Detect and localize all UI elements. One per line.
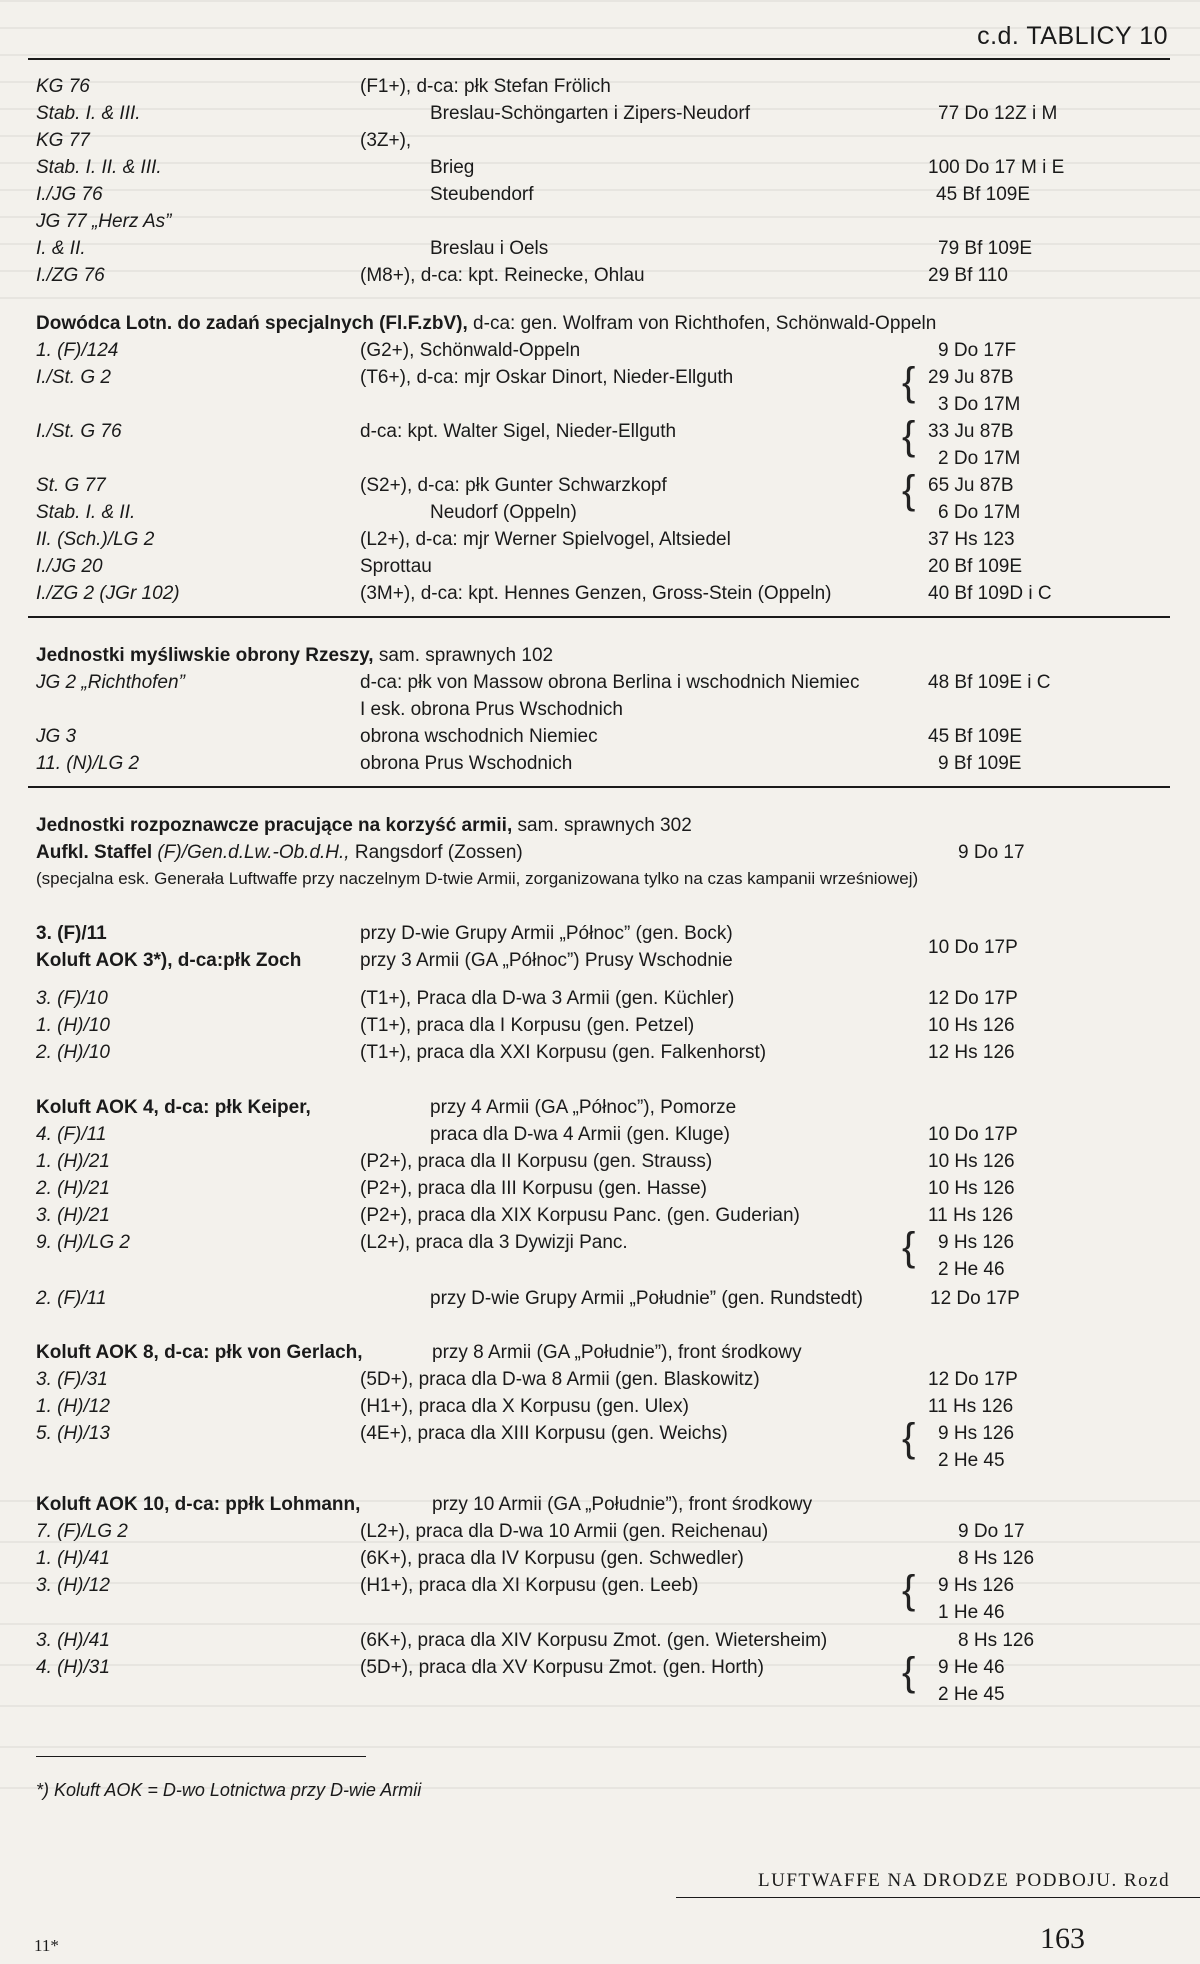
unit-cell: 3. (H)/41 [36,1630,110,1651]
unit-cell: JG 2 „Richthofen” [36,672,185,693]
unit-cell: II. (Sch.)/LG 2 [36,529,155,550]
unit-cell: 2. (H)/21 [36,1178,110,1199]
header-rule [28,58,1170,60]
desc-cell: (P2+), praca dla II Korpusu (gen. Strauss) [360,1151,713,1172]
unit-cell: 3. (H)/12 [36,1575,110,1596]
strength-cell: 8 Hs 126 [958,1630,1035,1651]
aufkl-unit: Aufkl. Staffel [36,842,153,863]
curly-brace: { [902,1650,916,1694]
section-title: Jednostki rozpoznawcze pracujące na korzyść armii, [36,815,513,836]
desc-cell: (S2+), d-ca: płk Gunter Schwarzkopf [360,475,667,496]
strength-cell: 11 Hs 126 [928,1396,1014,1417]
desc-cell: Breslau i Oels [430,238,549,259]
section-subtitle: sam. sprawnych 102 [378,645,554,666]
strength-cell: 2 Do 17M [938,448,1021,469]
unit-cell: 3. (F)/11 [36,923,107,944]
desc-cell: (4E+), praca dla XIII Korpusu (gen. Weichs) [360,1423,728,1444]
curly-brace: { [902,1416,916,1460]
unit-cell: 3. (H)/21 [36,1205,110,1226]
strength-cell: 29 Bf 110 [928,265,1008,286]
desc-cell: Breslau-Schöngarten i Zipers-Neudorf [430,103,750,124]
desc-cell: (6K+), praca dla XIV Korpusu Zmot. (gen. Wietersheim) [360,1630,828,1651]
unit-cell: 1. (F)/124 [36,340,119,361]
desc-cell: (P2+), praca dla III Korpusu (gen. Hasse) [360,1178,707,1199]
unit-cell: 9. (H)/LG 2 [36,1232,130,1253]
unit-cell: 1. (H)/41 [36,1548,110,1569]
desc-cell: (L2+), d-ca: mjr Werner Spielvogel, Altsiedel [360,529,731,550]
strength-cell: 12 Do 17P [928,988,1018,1009]
unit-cell: 2. (F)/11 [36,1288,107,1309]
strength-cell: 45 Bf 109E [936,184,1031,205]
unit-cell: 1. (H)/12 [36,1396,110,1417]
strength-cell: 8 Hs 126 [958,1548,1035,1569]
unit-cell: 4. (H)/31 [36,1657,110,1678]
unit-cell: KG 77 [36,130,90,151]
desc-cell: d-ca: płk von Massow obrona Berlina i wschodnich Niemiec [360,672,860,693]
unit-cell: I./St. G 76 [36,421,122,442]
desc-cell: (T1+), praca dla I Korpusu (gen. Petzel) [360,1015,695,1036]
desc-cell: (3M+), d-ca: kpt. Hennes Genzen, Gross-Stein (Oppeln) [360,583,832,604]
strength-cell: 9 Do 17F [938,340,1017,361]
unit-cell: Stab. I. & II. [36,502,136,523]
strength-cell: 65 Ju 87B [928,475,1014,496]
strength-cell: 79 Bf 109E [938,238,1033,259]
unit-cell: 3. (F)/31 [36,1369,108,1390]
strength-cell: 1 He 46 [938,1602,1005,1623]
unit-cell: St. G 77 [36,475,106,496]
unit-cell: 7. (F)/LG 2 [36,1521,128,1542]
desc-cell: obrona Prus Wschodnich [360,753,573,774]
page-number: 163 [1040,1922,1085,1955]
desc-cell: przy 3 Armii (GA „Północ”) Prusy Wschodnie [360,950,733,971]
unit-cell: 5. (H)/13 [36,1423,110,1444]
unit-cell: 2. (H)/10 [36,1042,110,1063]
desc-cell: (L2+), praca dla D-wa 10 Armii (gen. Reichenau) [360,1521,769,1542]
unit-cell: Koluft AOK 8, d-ca: płk von Gerlach, [36,1342,363,1363]
unit-cell: Stab. I. II. & III. [36,157,162,178]
unit-cell: 11. (N)/LG 2 [36,753,140,774]
desc-cell: I esk. obrona Prus Wschodnich [360,699,623,720]
section-heading [36,815,692,837]
unit-cell: Koluft AOK 10, d-ca: ppłk Lohmann, [36,1494,361,1515]
curly-brace: { [902,1568,916,1612]
running-head-rule [676,1897,1200,1898]
desc-cell: (H1+), praca dla XI Korpusu (gen. Leeb) [360,1575,699,1596]
aufkl-unit-italic: (F)/Gen.d.Lw.-Ob.d.H., [157,842,350,863]
strength-cell: 77 Do 12Z i M [938,103,1058,124]
section-title: Dowódca Lotn. do zadań specjalnych (Fl.F.zbV), [36,313,468,334]
strength-cell: 11 Hs 126 [928,1205,1014,1226]
unit-cell [36,842,523,864]
strength-cell: 9 Do 17 [958,1521,1025,1542]
desc-cell: (5D+), praca dla D-wa 8 Armii (gen. Blaskowitz) [360,1369,760,1390]
strength-cell: 33 Ju 87B [928,421,1014,442]
desc-cell: (6K+), praca dla IV Korpusu (gen. Schwedler) [360,1548,744,1569]
unit-cell: 4. (F)/11 [36,1124,107,1145]
unit-cell: 1. (H)/21 [36,1151,110,1172]
running-head: LUFTWAFFE NA DRODZE PODBOJU. Rozd [758,1870,1171,1891]
footnote-rule [36,1756,366,1757]
section-rule [28,616,1170,618]
unit-cell: 3. (F)/10 [36,988,108,1009]
strength-cell: 10 Do 17P [928,1124,1018,1145]
unit-cell: Stab. I. & III. [36,103,141,124]
note: (specjalna esk. Generała Luftwaffe przy naczelnym D-twie Armii, zorganizowana tylko na czas kampanii wrześniowej) [36,869,919,888]
strength-cell: 2 He 45 [938,1684,1005,1705]
unit-cell: I./ZG 2 (JGr 102) [36,583,180,604]
strength-cell: 29 Ju 87B [928,367,1014,388]
curly-brace: { [902,468,916,512]
unit-cell: JG 77 „Herz As” [36,211,172,232]
strength-cell: 10 Hs 126 [928,1178,1015,1199]
desc-cell: Neudorf (Oppeln) [430,502,577,523]
unit-cell: Koluft AOK 3*), d-ca:płk Zoch [36,950,302,971]
curly-brace: { [902,360,916,404]
section-heading [36,645,553,667]
section-subtitle: sam. sprawnych 302 [517,815,692,836]
strength-cell: 10 Do 17P [928,937,1018,958]
desc-cell: d-ca: kpt. Walter Sigel, Nieder-Ellguth [360,421,677,442]
strength-cell: 3 Do 17M [938,394,1021,415]
desc-cell: przy 10 Armii (GA „Południe”), front środkowy [432,1494,813,1515]
strength-cell: 9 He 46 [938,1657,1005,1678]
strength-cell: 100 Do 17 M i E [928,157,1065,178]
desc-cell: (3Z+), [360,130,412,151]
signature-mark: 11* [34,1936,59,1955]
unit-cell: JG 3 [36,726,77,747]
section-rule [28,786,1170,788]
strength-cell: 2 He 45 [938,1450,1005,1471]
strength-cell: 9 Hs 126 [938,1423,1015,1444]
footnote: *) Koluft AOK = D-wo Lotnictwa przy D-wie Armii [36,1780,422,1800]
curly-brace: { [902,414,916,458]
strength-cell: 6 Do 17M [938,502,1021,523]
strength-cell: 45 Bf 109E [928,726,1023,747]
unit-cell: I./JG 20 [36,556,103,577]
desc-cell: (L2+), praca dla 3 Dywizji Panc. [360,1232,628,1253]
strength-cell: 20 Bf 109E [928,556,1023,577]
strength-cell: 40 Bf 109D i C [928,583,1052,604]
desc-cell: praca dla D-wa 4 Armii (gen. Kluge) [430,1124,730,1145]
strength-cell: 48 Bf 109E i C [928,672,1051,693]
strength-cell: 9 Hs 126 [938,1575,1015,1596]
aufkl-desc: Rangsdorf (Zossen) [354,842,523,863]
desc-cell: (T6+), d-ca: mjr Oskar Dinort, Nieder-Ellguth [360,367,734,388]
desc-cell: obrona wschodnich Niemiec [360,726,598,747]
curly-brace: { [902,1225,916,1269]
desc-cell: przy 4 Armii (GA „Północ”), Pomorze [430,1097,737,1118]
strength-cell: 12 Do 17P [928,1369,1018,1390]
desc-cell: (T1+), praca dla XXI Korpusu (gen. Falkenhorst) [360,1042,767,1063]
strength-cell: 10 Hs 126 [928,1151,1015,1172]
unit-cell: I./St. G 2 [36,367,111,388]
desc-cell: (P2+), praca dla XIX Korpusu Panc. (gen. Guderian) [360,1205,800,1226]
desc-cell: (M8+), d-ca: kpt. Reinecke, Ohlau [360,265,645,286]
unit-cell: I. & II. [36,238,86,259]
section-heading [36,313,936,335]
strength-cell: 9 Hs 126 [938,1232,1015,1253]
table-continuation-title: c.d. TABLICY 10 [977,22,1168,50]
strength-cell: 9 Bf 109E [938,753,1022,774]
strength-cell: 12 Do 17P [930,1288,1020,1309]
section-title: Jednostki myśliwskie obrony Rzeszy, [36,645,374,666]
strength-cell: 9 Do 17 [958,842,1025,863]
desc-cell: Brieg [430,157,475,178]
desc-cell: przy D-wie Grupy Armii „Północ” (gen. Bock) [360,923,733,944]
desc-cell: (T1+), Praca dla D-wa 3 Armii (gen. Küchler) [360,988,735,1009]
unit-cell: I./ZG 76 [36,265,105,286]
unit-cell: Koluft AOK 4, d-ca: płk Keiper, [36,1097,311,1118]
unit-cell: 1. (H)/10 [36,1015,110,1036]
desc-cell: (H1+), praca dla X Korpusu (gen. Ulex) [360,1396,689,1417]
strength-cell: 10 Hs 126 [928,1015,1015,1036]
unit-cell: I./JG 76 [36,184,103,205]
desc-cell: Steubendorf [430,184,534,205]
desc-cell: przy 8 Armii (GA „Południe”), front środkowy [432,1342,802,1363]
strength-cell: 2 He 46 [938,1259,1005,1280]
desc-cell: przy D-wie Grupy Armii „Południe” (gen. Rundstedt) [430,1288,863,1309]
desc-cell: (F1+), d-ca: płk Stefan Frölich [360,76,611,97]
strength-cell: 37 Hs 123 [928,529,1015,550]
strength-cell: 12 Hs 126 [928,1042,1015,1063]
desc-cell: Sprottau [360,556,432,577]
unit-cell: KG 76 [36,76,90,97]
desc-cell: (G2+), Schönwald-Oppeln [360,340,581,361]
section-subtitle: d-ca: gen. Wolfram von Richthofen, Schönwald-Oppeln [473,313,937,334]
desc-cell: (5D+), praca dla XV Korpusu Zmot. (gen. Horth) [360,1657,764,1678]
